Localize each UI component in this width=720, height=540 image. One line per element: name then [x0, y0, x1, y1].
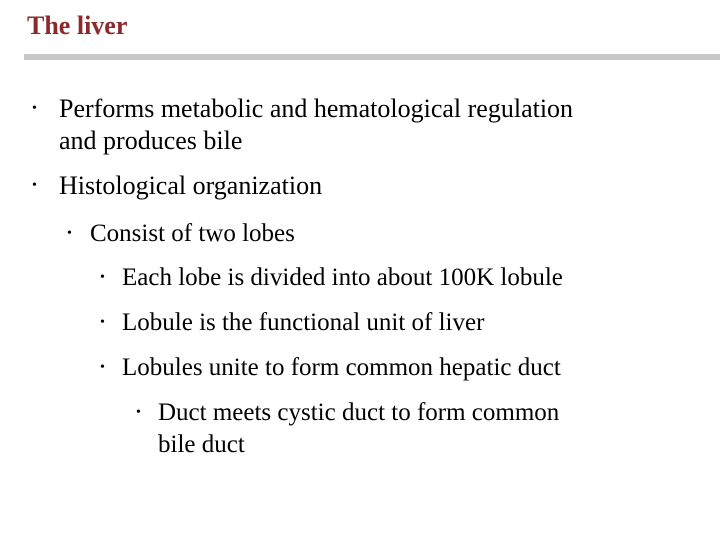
slide-title: The liver [27, 11, 128, 40]
bullet-marker: • [32, 101, 37, 116]
bullet-text-line: Duct meets cystic duct to form common [158, 399, 560, 426]
bullet-marker: • [32, 178, 37, 193]
bullet-text-line: Histological organization [59, 171, 323, 200]
bullet-histological-organization [32, 170, 323, 202]
bullet-text-line: and produces bile [59, 126, 243, 155]
bullet-text-line: Each lobe is divided into about 100K lobule [122, 264, 563, 291]
bullet-metabolic-regulation [32, 93, 574, 157]
bullet-lobule-functional-unit [100, 307, 485, 339]
bullet-hepatic-duct [100, 352, 561, 384]
bullet-text-line: Performs metabolic and hematological regulation [59, 94, 574, 123]
bullet-text-line: Consist of two lobes [90, 220, 295, 247]
bullet-text-line: Lobule is the functional unit of liver [122, 309, 485, 336]
bullet-lobe-division [100, 262, 563, 294]
bullet-marker: • [136, 405, 141, 420]
bullet-two-lobes [67, 218, 295, 250]
bullet-marker: • [100, 360, 105, 375]
bullet-marker: • [100, 315, 105, 330]
bullet-cystic-duct [136, 397, 560, 461]
bullet-text-line: bile duct [158, 431, 245, 458]
bullet-marker: • [100, 270, 105, 285]
bullet-marker: • [67, 226, 72, 241]
bullet-text-line: Lobules unite to form common hepatic duct [122, 354, 561, 381]
title-divider [24, 54, 720, 60]
